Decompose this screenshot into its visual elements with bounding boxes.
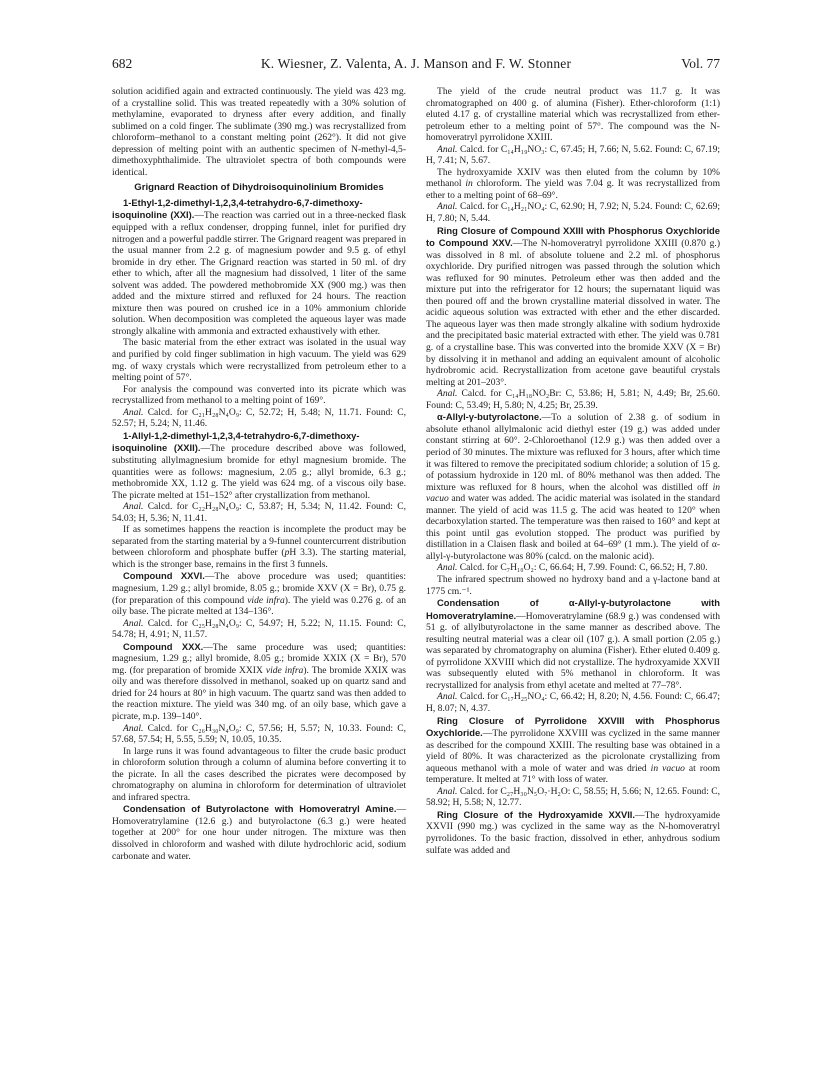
italic-text: in	[465, 178, 473, 190]
body-text: —The same procedure was used; quantities: magnesium, 1.29 g.; allyl bromide, 8.05 g.; bromide XXIX (X = Br), 570 mg. (for preparation of bromide XXIX	[112, 641, 406, 676]
italic-text: Anal.	[123, 617, 144, 629]
italic-text: vide infra	[265, 664, 304, 676]
italic-text: in vacuo	[426, 481, 720, 505]
body-text: Calcd. for C₁₄H₁₈NO₂Br: C, 53.86; H, 5.81; N, 4.49; Br, 25.60. Found: C, 53.49; H, 5.80; N, 4.25; Br, 25.39.	[426, 388, 720, 411]
italic-text: p	[284, 547, 290, 559]
paragraph	[426, 574, 720, 597]
italic-text: Anal.	[437, 785, 458, 797]
left-column	[112, 86, 406, 862]
body-text: —The above procedure was used; quantities: magnesium, 1.29 g.; allyl bromide, 8.05 g.; bromide XXV (X = Br), 0.75 g. (for preparation of this compound	[112, 571, 406, 606]
compound-heading: Ring Closure of the Hydroxyamide XXVII.	[437, 808, 636, 820]
volume-label: Vol. 77	[681, 56, 720, 71]
body-text: Calcd. for C₇H₁₀O₂: C, 66.64; H, 7.99. Found: C, 66.52; H, 7.80.	[457, 562, 708, 574]
paragraph	[426, 809, 720, 856]
paragraph	[426, 201, 720, 224]
paragraph	[112, 803, 406, 862]
paragraph	[112, 407, 406, 430]
body-text: Calcd. for C₂₁H₂₈N₄O₉: C, 52.72; H, 5.48; N, 11.71. Found: C, 52.57; H, 5.24; N, 11.46.	[112, 406, 406, 430]
italic-text: Anal.	[437, 201, 458, 213]
body-text: ). The bromide XXIX was oily and was therefore dissolved in methanol, soaked up on quartz sand and dried for 24 hours at 80° in high vacuum. The quartz sand was then added to the reaction mixture. The yield was 340 mg. of an oily base, which gave a picrate, m.p. 139–140°.	[112, 664, 406, 722]
compound-heading: Ring Closure of Compound XXIII with Phosphorus Oxychloride to Compound XXV.	[426, 224, 720, 249]
running-authors: K. Wiesner, Z. Valenta, A. J. Manson and F. W. Stonner	[260, 56, 572, 71]
body-text: at room temperature. It melted at 71° with loss of water.	[426, 762, 720, 786]
body-text: —The procedure described above was followed, substituting allylmagnesium bromide for ethyl magnesium bromide. The quantities were as follows: magnesium, 2.05 g.; allyl bromide, 6.3 g.; methobromide XX, 1.12 g. The yield was 624 mg. of a viscous oily base. The picrate melted at 151–152° after crystallization from methanol.	[112, 443, 406, 501]
body-text: For analysis the compound was converted into its picrate which was recrystallized from methanol to a melting point of 169°.	[112, 383, 406, 407]
body-text: —Homoveratrylamine (68.9 g.) was condensed with 51 g. of allylbutyrolactone in the same manner as described above. The resulting neutral material was a clear oil (107 g.). A small portion (2.05 g.) was separated by chromatography on alumina (Fisher). Ether eluted 0.409 g. of pyrrolidone XXVIII which did not crystallize. The hydroxyamide XXVII was subsequently eluted with 5% methanol in chloroform. It was recrystallized for analysis from ethyl acetate and melted at 77–78°.	[426, 610, 720, 691]
body-text: Calcd. for C₂₂H₂₈N₄O₉: C, 53.87; H, 5.34; N, 11.42. Found: C, 54.03; H, 5.36; N, 11.41.	[112, 501, 406, 524]
paragraph	[112, 501, 406, 524]
body-text: —The reaction was carried out in a three-necked flask equipped with a reflux condenser, dropping funnel, inlet for purified dry nitrogen and a powerful paddle stirrer. The Grignard reagent was prepared in the usual manner from 2.2 g. of magnesium powder and 9.5 g. of ethyl bromide in dry ether. The Grignard reaction was started in 50 ml. of dry ether to which, after all the magnesium had dissolved, 1 liter of the same solvent was added. The powdered methobromide XX (900 mg.) was then added and the mixture stirred and refluxed for 24 hours. The reaction mixture then was poured on crushed ice in a 10% ammonium chloride solution. When decomposition was completed the aqueous layer was made strongly alkaline with ammonia and extracted exhaustively with ether.	[112, 210, 406, 337]
paragraph	[426, 562, 720, 574]
italic-text: Anal.	[123, 722, 144, 734]
compound-heading: Condensation of α-Allyl-γ-butyrolactone with Homoveratrylamine.	[426, 597, 720, 621]
paragraph	[426, 144, 720, 167]
section-heading: Grignard Reaction of Dihydroisoquinolinium Bromides	[134, 182, 384, 194]
paragraph	[112, 746, 406, 804]
italic-text: Anal.	[437, 388, 458, 400]
body-text: Calcd. for C₁₄H₁₉NO₃: C, 67.45; H, 7.66; N, 5.62. Found: C, 67.19; H, 7.41; N, 5.67.	[426, 143, 720, 167]
italic-text: vide infra	[247, 594, 285, 606]
paragraph	[426, 411, 720, 562]
body-text: The yield of the crude neutral product was 11.7 g. It was chromatographed on 400 g. of alumina (Fisher). Ether-chloroform (1:1) eluted 4.17 g. of crystalline material which was recrystallized from ether-petroleum ether to a melting point of 57°. The compound was the N-homoveratryl pyrrolidone XXIII.	[426, 86, 720, 144]
paragraph	[112, 723, 406, 746]
body-text: —The hydroxyamide XXVII (990 mg.) was cyclized in the same way as the N-homoveratryl pyrrolidones. To the basic fraction, dissolved in ether, anhydrous sodium sulfate was added and	[426, 809, 720, 856]
paragraph	[426, 691, 720, 714]
body-text: Calcd. for C₂₅H₂₈N₄O₉: C, 54.97; H, 5.22; N, 11.15. Found: C, 54.78; H, 4.91; N, 11.57.	[112, 617, 406, 641]
body-text: Calcd. for C₂₇H₃₀N₅O₇·H₂O: C, 58.55; H, 5.66; N, 12.65. Found: C, 58.92; H, 5.58; N, 12.77.	[426, 785, 720, 809]
italic-text: Anal.	[437, 143, 458, 155]
paragraph	[426, 86, 720, 144]
body-text: —The N-homoveratryl pyrrolidone XXIII (0.870 g.) was dissolved in 8 ml. of absolute toluene and 2.2 ml. of phosphorus oxychloride. Dry purified nitrogen was passed through the solution which was refluxed for 90 minutes. Petroleum ether was then added and the mixture put into the refrigerator for 12 hours; the supernatant liquid was then poured off and the brown crystalline material dissolved in water. The acidic aqueous solution was extracted with ether and the ether discarded. The aqueous layer was then made strongly alkaline with sodium hydroxide and the precipitated basic material extracted with ether. The yield was 0.781 g. of a crystalline base. This was converted into the bromide XXV (X = Br) by dissolving it in methanol and adding an equivalent amount of alcoholic hydrobromic acid. Recrystallization from acetone gave beautiful crystals melting at 201–203°.	[426, 238, 721, 388]
body-text: The infrared spectrum showed no hydroxy band and a γ-lactone band at 1775 cm.⁻¹.	[426, 573, 720, 597]
paragraph	[112, 524, 406, 570]
compound-heading: Ring Closure of Pyrrolidone XXVIII with Phosphorus Oxychloride.	[426, 714, 720, 739]
body-text: —To a solution of 2.38 g. of sodium in absolute ethanol allylmalonic acid diethyl ester (19 g.) was added under constant stirring at 60°. 2-Chloroethanol (12.9 g.) was then added over a period of 30 minutes. The mixture was refluxed for 3 hours, after which time it was filtered to remove the precipitated sodium chloride; a solution of 15 g. of potassium hydroxide in 120 ml. of 80% methanol was then added. The mixture was refluxed for 8 hours, when the alcohol was distilled off	[426, 412, 720, 493]
italic-text: Anal.	[437, 691, 458, 703]
paragraph	[112, 570, 406, 617]
paragraph	[426, 715, 720, 786]
body-text: If as sometimes happens the reaction is incomplete the product may be separated from the starting material by a 9-funnel countercurrent distribution between chloroform and phosphate buffer (	[112, 524, 406, 559]
body-text: —Homoveratrylamine (12.6 g.) and butyrolactone (6.3 g.) were heated together at 200° for one hour under nitrogen. The mixture was then dissolved in chloroform and washed with dilute hydrochloric acid, sodium carbonate and water.	[112, 804, 406, 862]
paragraph	[112, 197, 406, 338]
body-text: ). The yield was 0.276 g. of an oily base. The picrate melted at 134–136°.	[112, 594, 407, 618]
page-number: 682	[112, 56, 133, 71]
body-text: —The pyrrolidone XXVIII was cyclized in the same manner as described for the compound XXIII. The resulting base was obtained in a yield of 80%. It was characterized as the picrolonate crystallizing from aqueous methanol with a mole of water and was dried	[426, 728, 720, 774]
paragraph	[426, 167, 720, 202]
paragraph	[426, 786, 720, 809]
body-text: In large runs it was found advantageous to filter the crude basic product in chloroform solution through a column of alumina before converting it to the picrate. In all the cases described the picrates were decomposed by chromatography on alumina in chloroform for determination of ultraviolet and infrared spectra.	[112, 745, 406, 803]
paragraph	[112, 86, 406, 178]
body-text: and water was added. The acidic material was isolated in the standard manner. The yield of acid was 11.5 g. The acid was heated to 120° when decarboxylation started. The temperature was then raised to 160° and kept at this point until gas evolution stopped. The product was purified by distillation in a Claisen flask and boiled at 64–69° (1 mm.). The yield of α-allyl-γ-butyrolactone was 80% (calcd. on the malonic acid).	[426, 493, 720, 562]
compound-heading: 1-Allyl-1,2-dimethyl-1,2,3,4-tetrahydro-6,7-dimethoxy-isoquinoline (XXII).	[112, 429, 360, 454]
italic-text: in vacuo	[650, 762, 685, 774]
body-text: The hydroxyamide XXIV was then eluted from the column by 10% methanol	[426, 166, 720, 190]
paragraph	[112, 337, 406, 383]
compound-heading: α-Allyl-γ-butyrolactone.	[437, 411, 542, 423]
body-text: Calcd. for C₂₆H₃₀N₄O₉: C, 57.56; H, 5.57; N, 10.33. Found: C, 57.68, 57.54; H, 5.55, 5.59; N, 10.05, 10.35.	[112, 722, 406, 746]
compound-heading: Condensation of Butyrolactone with Homoveratryl Amine.	[123, 803, 397, 815]
paragraph	[112, 641, 406, 723]
italic-text: Anal.	[123, 406, 144, 418]
paragraph	[426, 597, 720, 691]
italic-text: Anal.	[437, 562, 458, 574]
paragraph	[112, 430, 406, 501]
running-header	[112, 56, 720, 76]
body-text: solution acidified again and extracted continuously. The yield was 423 mg. of a crystalline solid. This was treated repeatedly with a 30% solution of methylamine, evaporated to dryness after every addition, and finally sublimed on a cold finger. The sublimate (390 mg.) was recrystallized from chloroform–methanol to a constant melting point (262°). It did not give depression of melting point with an authentic specimen of N-methyl-4,5-dimethoxyphthalimide. The ultraviolet spectra of both compounds were identical.	[112, 86, 406, 178]
right-column	[426, 86, 720, 856]
compound-heading: Compound XXX.	[123, 640, 204, 652]
compound-heading: Compound XXVI.	[123, 570, 205, 582]
compound-heading: 1-Ethyl-1,2-dimethyl-1,2,3,4-tetrahydro-6,7-dimethoxy-isoquinoline (XXI).	[112, 196, 363, 221]
body-text: The basic material from the ether extract was isolated in the usual way and purified by cold finger sublimation in high vacuum. The yield was 629 mg. of waxy crystals which were recrystallized from petroleum ether to a melting point of 57°.	[112, 337, 406, 384]
body-text: chloroform. The yield was 7.04 g. It was recrystallized from ether to a melting point of 68–69°.	[426, 178, 721, 201]
paragraph	[112, 618, 406, 641]
body-text: H 3.3). The starting material, which is the stronger base, remains in the first 3 funnels.	[112, 547, 406, 570]
paragraph	[112, 384, 406, 407]
body-text: Calcd. for C₁₇H₂₅NO₄: C, 66.42; H, 8.20; N, 4.56. Found: C, 66.47; H, 8.07; N, 4.37.	[426, 691, 720, 714]
italic-text: Anal.	[123, 501, 144, 513]
paragraph	[426, 388, 720, 411]
body-text: Calcd. for C₁₄H₂₁NO₄: C, 62.90; H, 7.92; N, 5.24. Found: C, 62.69; H, 7.80; N, 5.44.	[426, 201, 720, 225]
paragraph	[426, 225, 720, 389]
